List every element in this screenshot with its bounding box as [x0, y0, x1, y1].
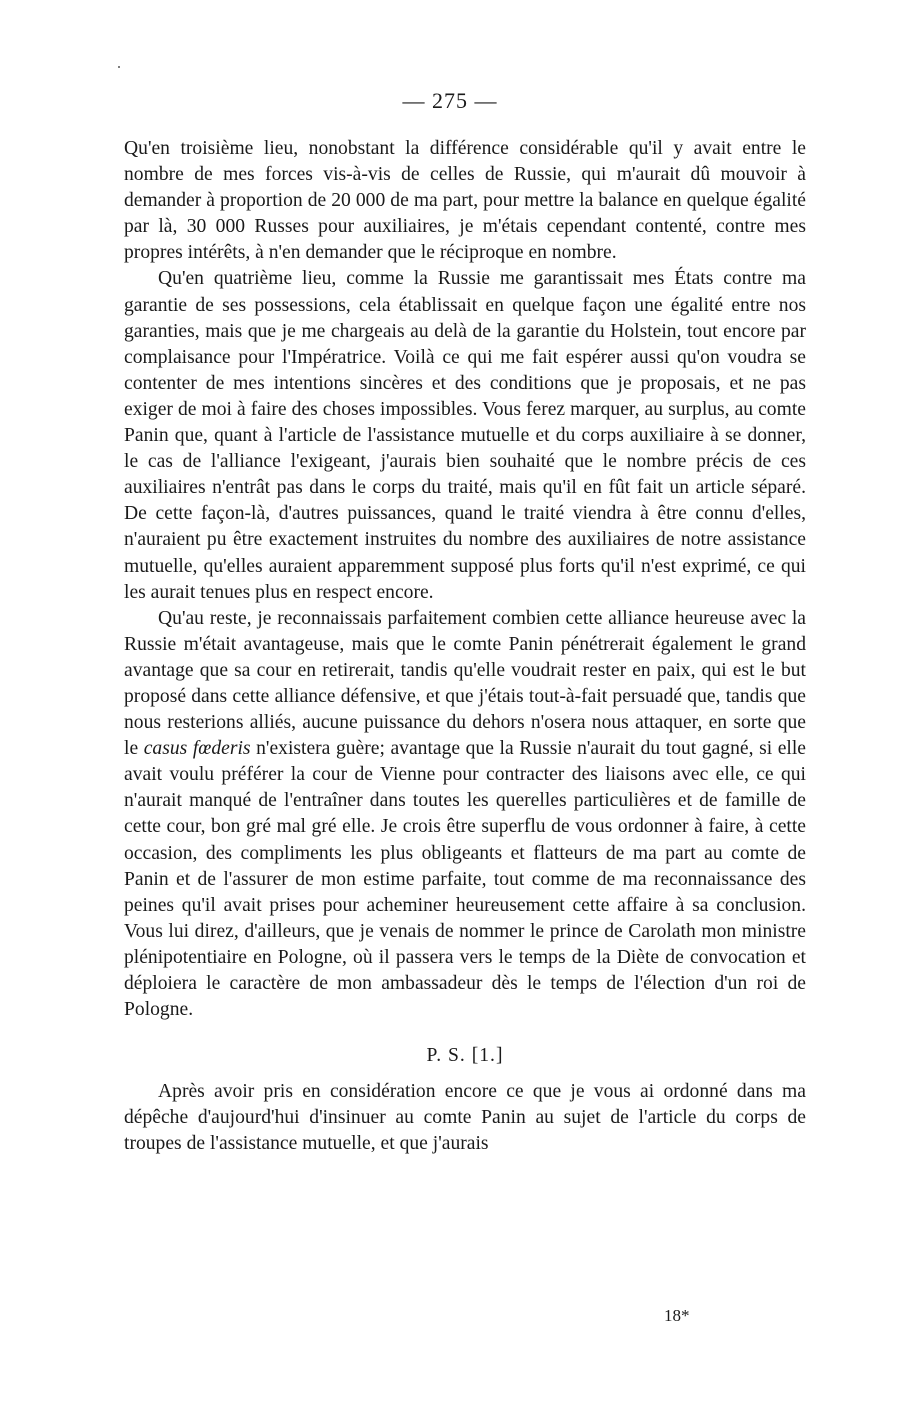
paragraph-3	[124, 606, 806, 1024]
paragraph-3-after: n'existera guère; avantage que la Russie n'aurait du tout gagné, si elle avait voulu préférer la cour de Vienne pour contracter des liaisons avec elle, ce qui n'aurait manqué de l'entraîner dans toutes les querelles particulières et de famille de cette cour, bon gré mal gré elle. Je crois être superflu de vous ordonner à faire, à cette occasion, des compliments les plus obligeants et flatteurs de ma part au comte de Panin et de l'assurer de mon estime parfaite, tout comme de ma reconnaissance des peines qu'il avait prises pour acheminer heureusement cette affaire à sa conclusion. Vous lui direz, d'ailleurs, que je venais de nommer le prince de Carolath mon ministre plénipotentiaire en Pologne, où il passera vers le temps de la Diète de convocation et déploiera le caractère de mon ambassadeur dès le temps de l'élection d'un roi de Pologne.	[124, 738, 806, 1021]
page-number: — 275 —	[402, 88, 498, 113]
scan-speck	[118, 66, 120, 68]
ps-heading: P. S. [1.]	[426, 1045, 504, 1067]
paragraph-1: Qu'en troisième lieu, nonobstant la différence considérable qu'il y avait entre le nombre de mes forces vis-à-vis de celles de Russie, qui m'aurait dû mouvoir à demander à proportion de 20 000 de ma part, pour mettre la balance en quelque égalité par là, 30 000 Russes pour auxiliaires, je m'étais cependant contenté, contre mes propres intérêts, à n'en demander que le réciproque en nombre.	[124, 138, 806, 264]
body-text	[124, 136, 806, 1158]
italic-term: casus fœderis	[143, 738, 251, 760]
paragraph-2: Qu'en quatrième lieu, comme la Russie me garantissait mes États contre ma garantie de ses possessions, cela établissait en quelque façon une égalité entre nos garanties, mais que je me chargeais au delà de la garantie du Holstein, tout encore par complaisance pour l'Impératrice. Voilà ce qui me fait espérer aussi qu'on voudra se contenter de mes intentions sincères et des conditions que je proposais, et ne pas exiger de moi à faire des choses impossibles. Vous ferez marquer, au surplus, au comte Panin que, quant à l'article de l'assistance mutuelle et du corps auxiliaire à se donner, le cas de l'alliance l'exigeant, j'aurais bien souhaité que le nombre précis de ces auxiliaires n'entrât pas dans le corps du traité, mais qu'il en fût fait un article séparé. De cette façon-là, d'autres puissances, quand le traité viendra à être connu d'elles, n'auraient pu être exactement instruites du nombre des auxiliaires de notre assistance mutuelle, qu'elles auraient apparemment supposé plus forts qu'il n'est exprimé, ce qui les aurait tenues plus en respect encore.	[124, 268, 806, 603]
signature-mark: 18*	[664, 1306, 690, 1325]
ps-paragraph: Après avoir pris en considération encore ce que je vous ai ordonné dans ma dépêche d'aujourd'hui d'insinuer au comte Panin au sujet de l'article du corps de troupes de l'assistance mutuelle, et que j'aurais	[124, 1081, 806, 1155]
paragraph-3-before: Qu'au reste, je reconnaissais parfaitement combien cette alliance heureuse avec la Russie m'était avantageuse, mais que le comte Panin pénétrerait également le grand avantage que sa cour en retirerait, tandis qu'elle voudrait rester en paix, qui est le but proposé dans cette alliance défensive, et que j'étais tout-à-fait persuadé que, tandis que nous resterions alliés, aucune puissance du dehors n'osera nous attaquer, en sorte que le	[124, 607, 806, 760]
